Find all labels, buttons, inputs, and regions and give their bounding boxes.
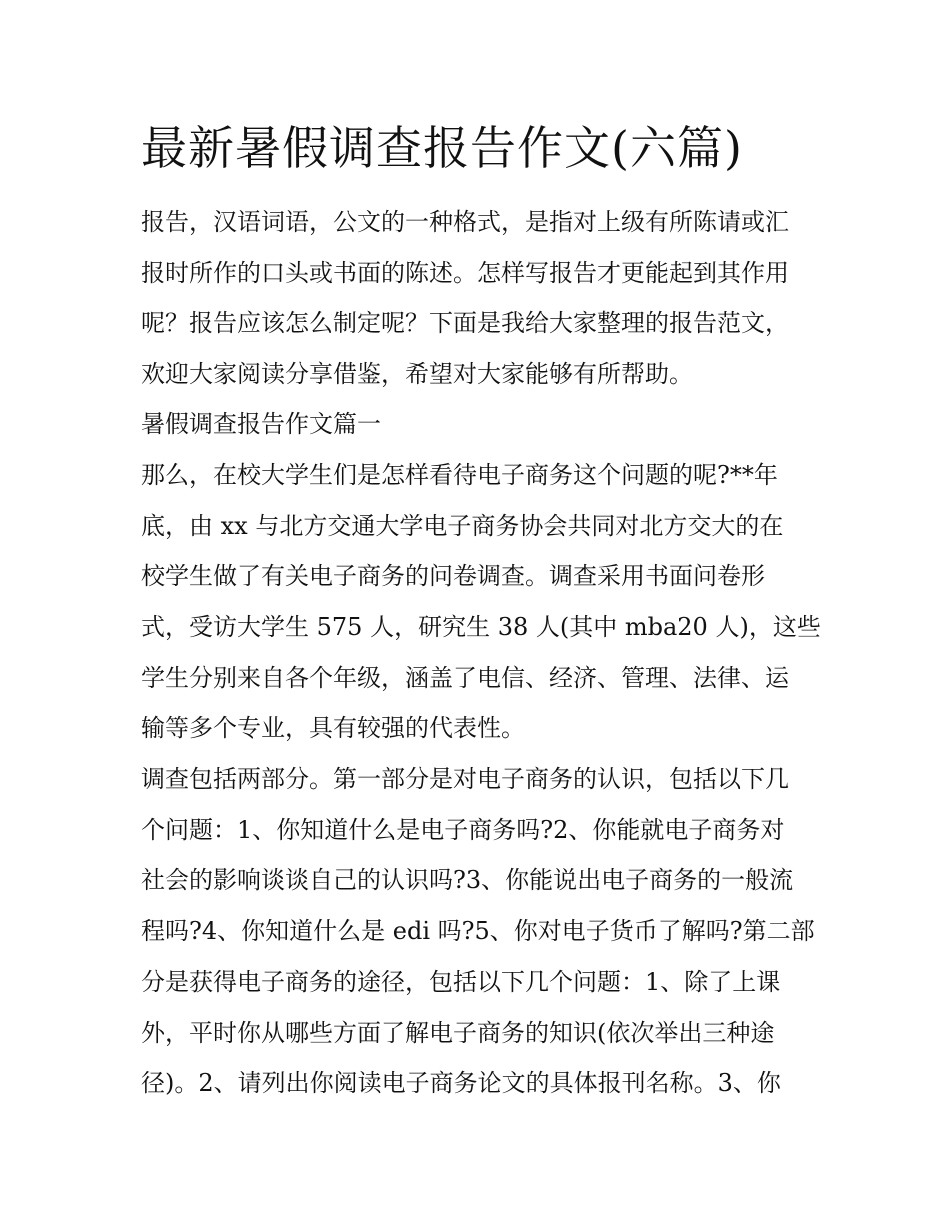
paragraph-line: 个问题：1、你知道什么是电子商务吗?2、你能就电子商务对 xyxy=(141,816,785,844)
paragraph-line: 报时所作的口头或书面的陈述。怎样写报告才更能起到其作用 xyxy=(141,259,789,287)
paragraph-line: 欢迎大家阅读分享借鉴，希望对大家能够有所帮助。 xyxy=(141,360,693,388)
paragraph-line: 底，由 xx 与北方交通大学电子商务协会共同对北方交大的在 xyxy=(141,512,784,540)
paragraph-line: 学生分别来自各个年级，涵盖了电信、经济、管理、法律、运 xyxy=(141,664,789,692)
paragraph-line: 径)。2、请列出你阅读电子商务论文的具体报刊名称。3、你 xyxy=(141,1069,781,1097)
paragraph-line: 外，平时你从哪些方面了解电子商务的知识(依次举出三种途 xyxy=(141,1019,775,1047)
paragraph-line: 分是获得电子商务的途径，包括以下几个问题：1、除了上课 xyxy=(141,968,781,996)
paragraph-line: 校学生做了有关电子商务的问卷调查。调查采用书面问卷形 xyxy=(141,562,765,590)
paragraph-line: 输等多个专业，具有较强的代表性。 xyxy=(141,714,525,742)
paragraph-line: 报告，汉语词语，公文的一种格式，是指对上级有所陈请或汇 xyxy=(141,208,789,236)
document-title: 最新暑假调查报告作文(六篇) xyxy=(141,121,743,175)
paragraph-line: 程吗?4、你知道什么是 edi 吗?5、你对电子货币了解吗?第二部 xyxy=(141,917,815,945)
paragraph-line: 式，受访大学生 575 人，研究生 38 人(其中 mba20 人)，这些 xyxy=(141,613,821,641)
paragraph-line: 社会的影响谈谈自己的认识吗?3、你能说出电子商务的一般流 xyxy=(141,866,794,894)
paragraph-line: 调查包括两部分。第一部分是对电子商务的认识，包括以下几 xyxy=(141,765,789,793)
paragraph-line: 那么，在校大学生们是怎样看待电子商务这个问题的呢?**年 xyxy=(141,461,778,489)
section-heading: 暑假调查报告作文篇一 xyxy=(141,410,381,438)
paragraph-line: 呢？报告应该怎么制定呢？下面是我给大家整理的报告范文， xyxy=(141,309,789,337)
